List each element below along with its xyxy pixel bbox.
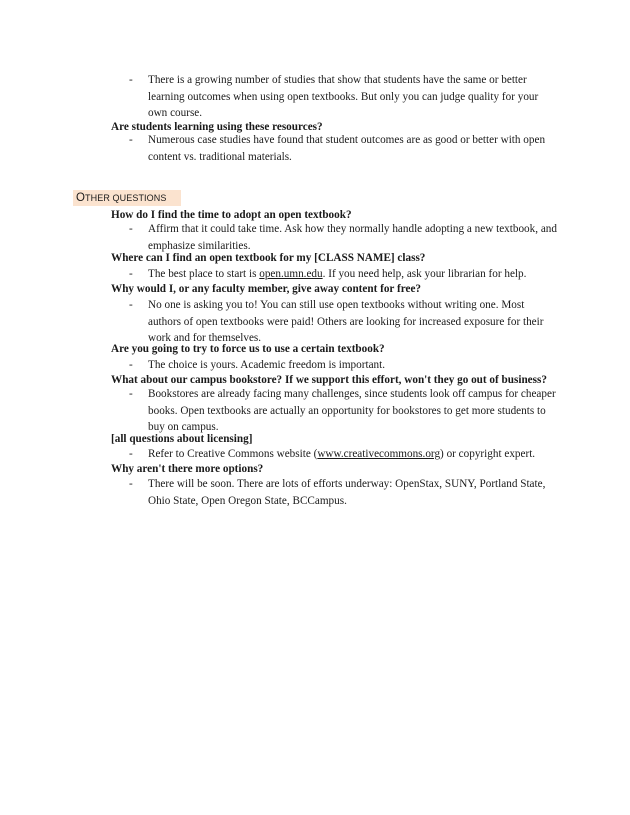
- answer-text: There is a growing number of studies that show that students have the same or better learning outcomes when using open textbooks. But only you can judge quality for your own course.: [148, 74, 539, 119]
- open-umn-link[interactable]: open.umn.edu: [259, 268, 323, 280]
- answer-text-part: Refer to Creative Commons website (: [148, 448, 318, 460]
- list-dash: -: [129, 268, 133, 280]
- question-heading: Why would I, or any faculty member, give away content for free?: [111, 283, 422, 295]
- answer-text-part: . If you need help, ask your librarian for help.: [322, 268, 527, 280]
- answer-text: Bookstores are already facing many challenges, since students look off campus for cheaper books. Open textbooks are actually an opportunity for bookstores to get more students to buy on campus.: [148, 388, 556, 433]
- list-dash: -: [129, 359, 133, 371]
- question-heading: Why aren't there more options?: [111, 463, 264, 475]
- creativecommons-link[interactable]: www.creativecommons.org: [317, 448, 441, 460]
- list-dash: -: [129, 223, 133, 235]
- list-dash: -: [129, 299, 133, 311]
- question-heading: Where can I find an open textbook for my [CLASS NAME] class?: [111, 252, 426, 264]
- question-heading: How do I find the time to adopt an open textbook?: [111, 209, 352, 221]
- section-heading-initial: O: [76, 192, 86, 204]
- list-dash: -: [129, 388, 133, 400]
- section-heading-other-questions: [73, 190, 181, 206]
- list-dash: -: [129, 74, 133, 86]
- section-heading-rest: THER QUESTIONS: [85, 193, 167, 203]
- question-heading: Are students learning using these resources?: [111, 121, 323, 133]
- answer-text: Numerous case studies have found that student outcomes are as good or better with open content vs. traditional materials.: [148, 134, 546, 163]
- answer-text-part: ) or copyright expert.: [440, 448, 536, 460]
- list-dash: -: [129, 448, 133, 460]
- answer-text: [148, 266, 558, 283]
- answer-text: [148, 446, 558, 463]
- answer-text-part: The best place to start is: [148, 268, 260, 280]
- list-dash: -: [129, 478, 133, 490]
- question-heading: Are you going to try to force us to use a certain textbook?: [111, 343, 385, 355]
- answer-text: There will be soon. There are lots of efforts underway: OpenStax, SUNY, Portland State, Ohio State, Open Oregon State, BCCampus.: [148, 478, 546, 507]
- answer-text: No one is asking you to! You can still use open textbooks without writing one. Most authors of open textbooks were paid! Others are looking for increased exposure for their work and for themselves.: [148, 299, 544, 344]
- list-dash: -: [129, 134, 133, 146]
- question-heading: What about our campus bookstore? If we support this effort, won't they go out of business?: [111, 374, 547, 386]
- question-heading: [all questions about licensing]: [111, 433, 253, 445]
- answer-text: The choice is yours. Academic freedom is important.: [148, 359, 386, 371]
- answer-text: Affirm that it could take time. Ask how they normally handle adopting a new textbook, and emphasize similarities.: [148, 223, 557, 252]
